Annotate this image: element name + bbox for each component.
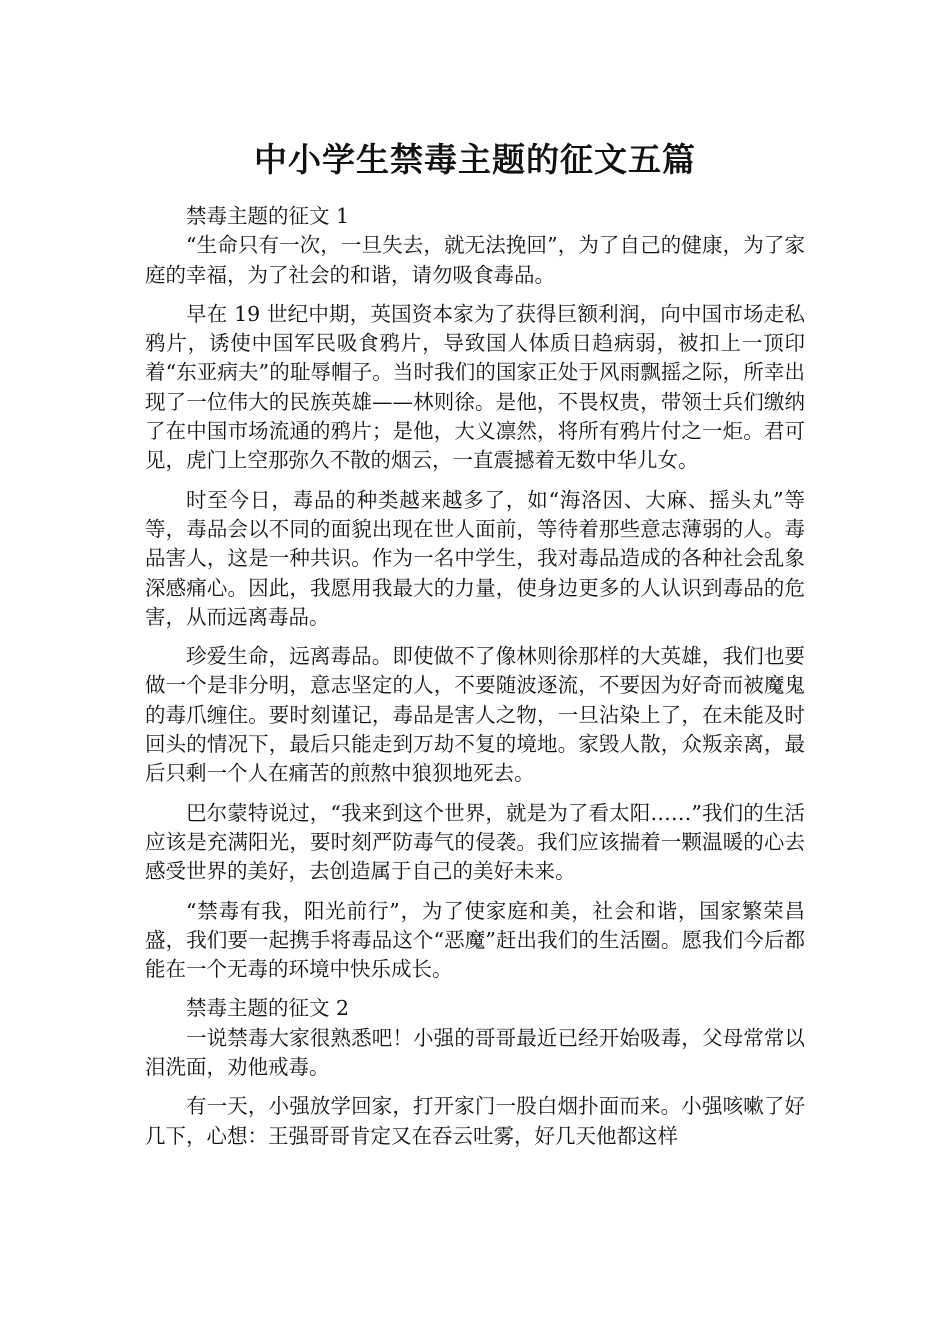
section-heading-2: 禁毒主题的征文 2 xyxy=(186,996,350,1021)
section-heading-1: 禁毒主题的征文 1 xyxy=(186,204,350,228)
paragraph: 有一天，小强放学回家，打开家门一股白烟扑面而来。小强咳嗽了好几下，心想：王强哥哥肯定又在吞云吐雾，好几天他都这样 xyxy=(145,1094,805,1148)
paragraph: “禁毒有我，阳光前行”，为了使家庭和美，社会和谐，国家繁荣昌盛，我们要一起携手将毒品这个“恶魔”赶出我们的生活圈。愿我们今后都能在一个无毒的环境中快乐成长。 xyxy=(145,898,805,982)
paragraph: 珍爱生命，远离毒品。即使做不了像林则徐那样的大英雄，我们也要做一个是非分明，意志坚定的人，不要随波逐流，不要因为好奇而被魔鬼的毒爪缠住。要时刻谨记，毒品是害人之物，一旦沾染上了，在未能及时回头的情况下，最后只能走到万劫不复的境地。家毁人散，众叛亲离，最后只剩一个人在痛苦的煎熬中狼狈地死去。 xyxy=(145,644,805,786)
paragraph: 时至今日，毒品的种类越来越多了，如“海洛因、大麻、摇头丸”等等，毒品会以不同的面貌出现在世人面前，等待着那些意志薄弱的人。毒品害人，这是一种共识。作为一名中学生，我对毒品造成的各种社会乱象深感痛心。因此，我愿用我最大的力量，使身边更多的人认识到毒品的危害，从而远离毒品。 xyxy=(145,487,805,629)
document-title: 中小学生禁毒主题的征文五篇 xyxy=(254,140,696,179)
paragraph: “生命只有一次，一旦失去，就无法挽回”，为了自己的健康，为了家庭的幸福，为了社会的和谐，请勿吸食毒品。 xyxy=(145,233,805,287)
paragraph: 早在 19 世纪中期，英国资本家为了获得巨额利润，向中国市场走私鸦片，诱使中国军民吸食鸦片，导致国人体质日趋病弱，被扣上一顶印着“东亚病夫”的耻辱帽子。当时我们的国家正处于风雨飘摇之际，所幸出现了一位伟大的民族英雄——林则徐。是他，不畏权贵，带领士兵们缴纳了在中国市场流通的鸦片；是他，大义凛然，将所有鸦片付之一炬。君可见，虎门上空那弥久不散的烟云，一直震撼着无数中华儿女。 xyxy=(145,301,805,473)
paragraph: 一说禁毒大家很熟悉吧！小强的哥哥最近已经开始吸毒，父母常常以泪洗面，劝他戒毒。 xyxy=(145,1025,805,1080)
paragraph: 巴尔蒙特说过，“我来到这个世界，就是为了看太阳……”我们的生活应该是充满阳光，要时刻严防毒气的侵袭。我们应该揣着一颗温暖的心去感受世界的美好，去创造属于自己的美好未来。 xyxy=(145,800,805,884)
document-body xyxy=(145,202,805,1161)
